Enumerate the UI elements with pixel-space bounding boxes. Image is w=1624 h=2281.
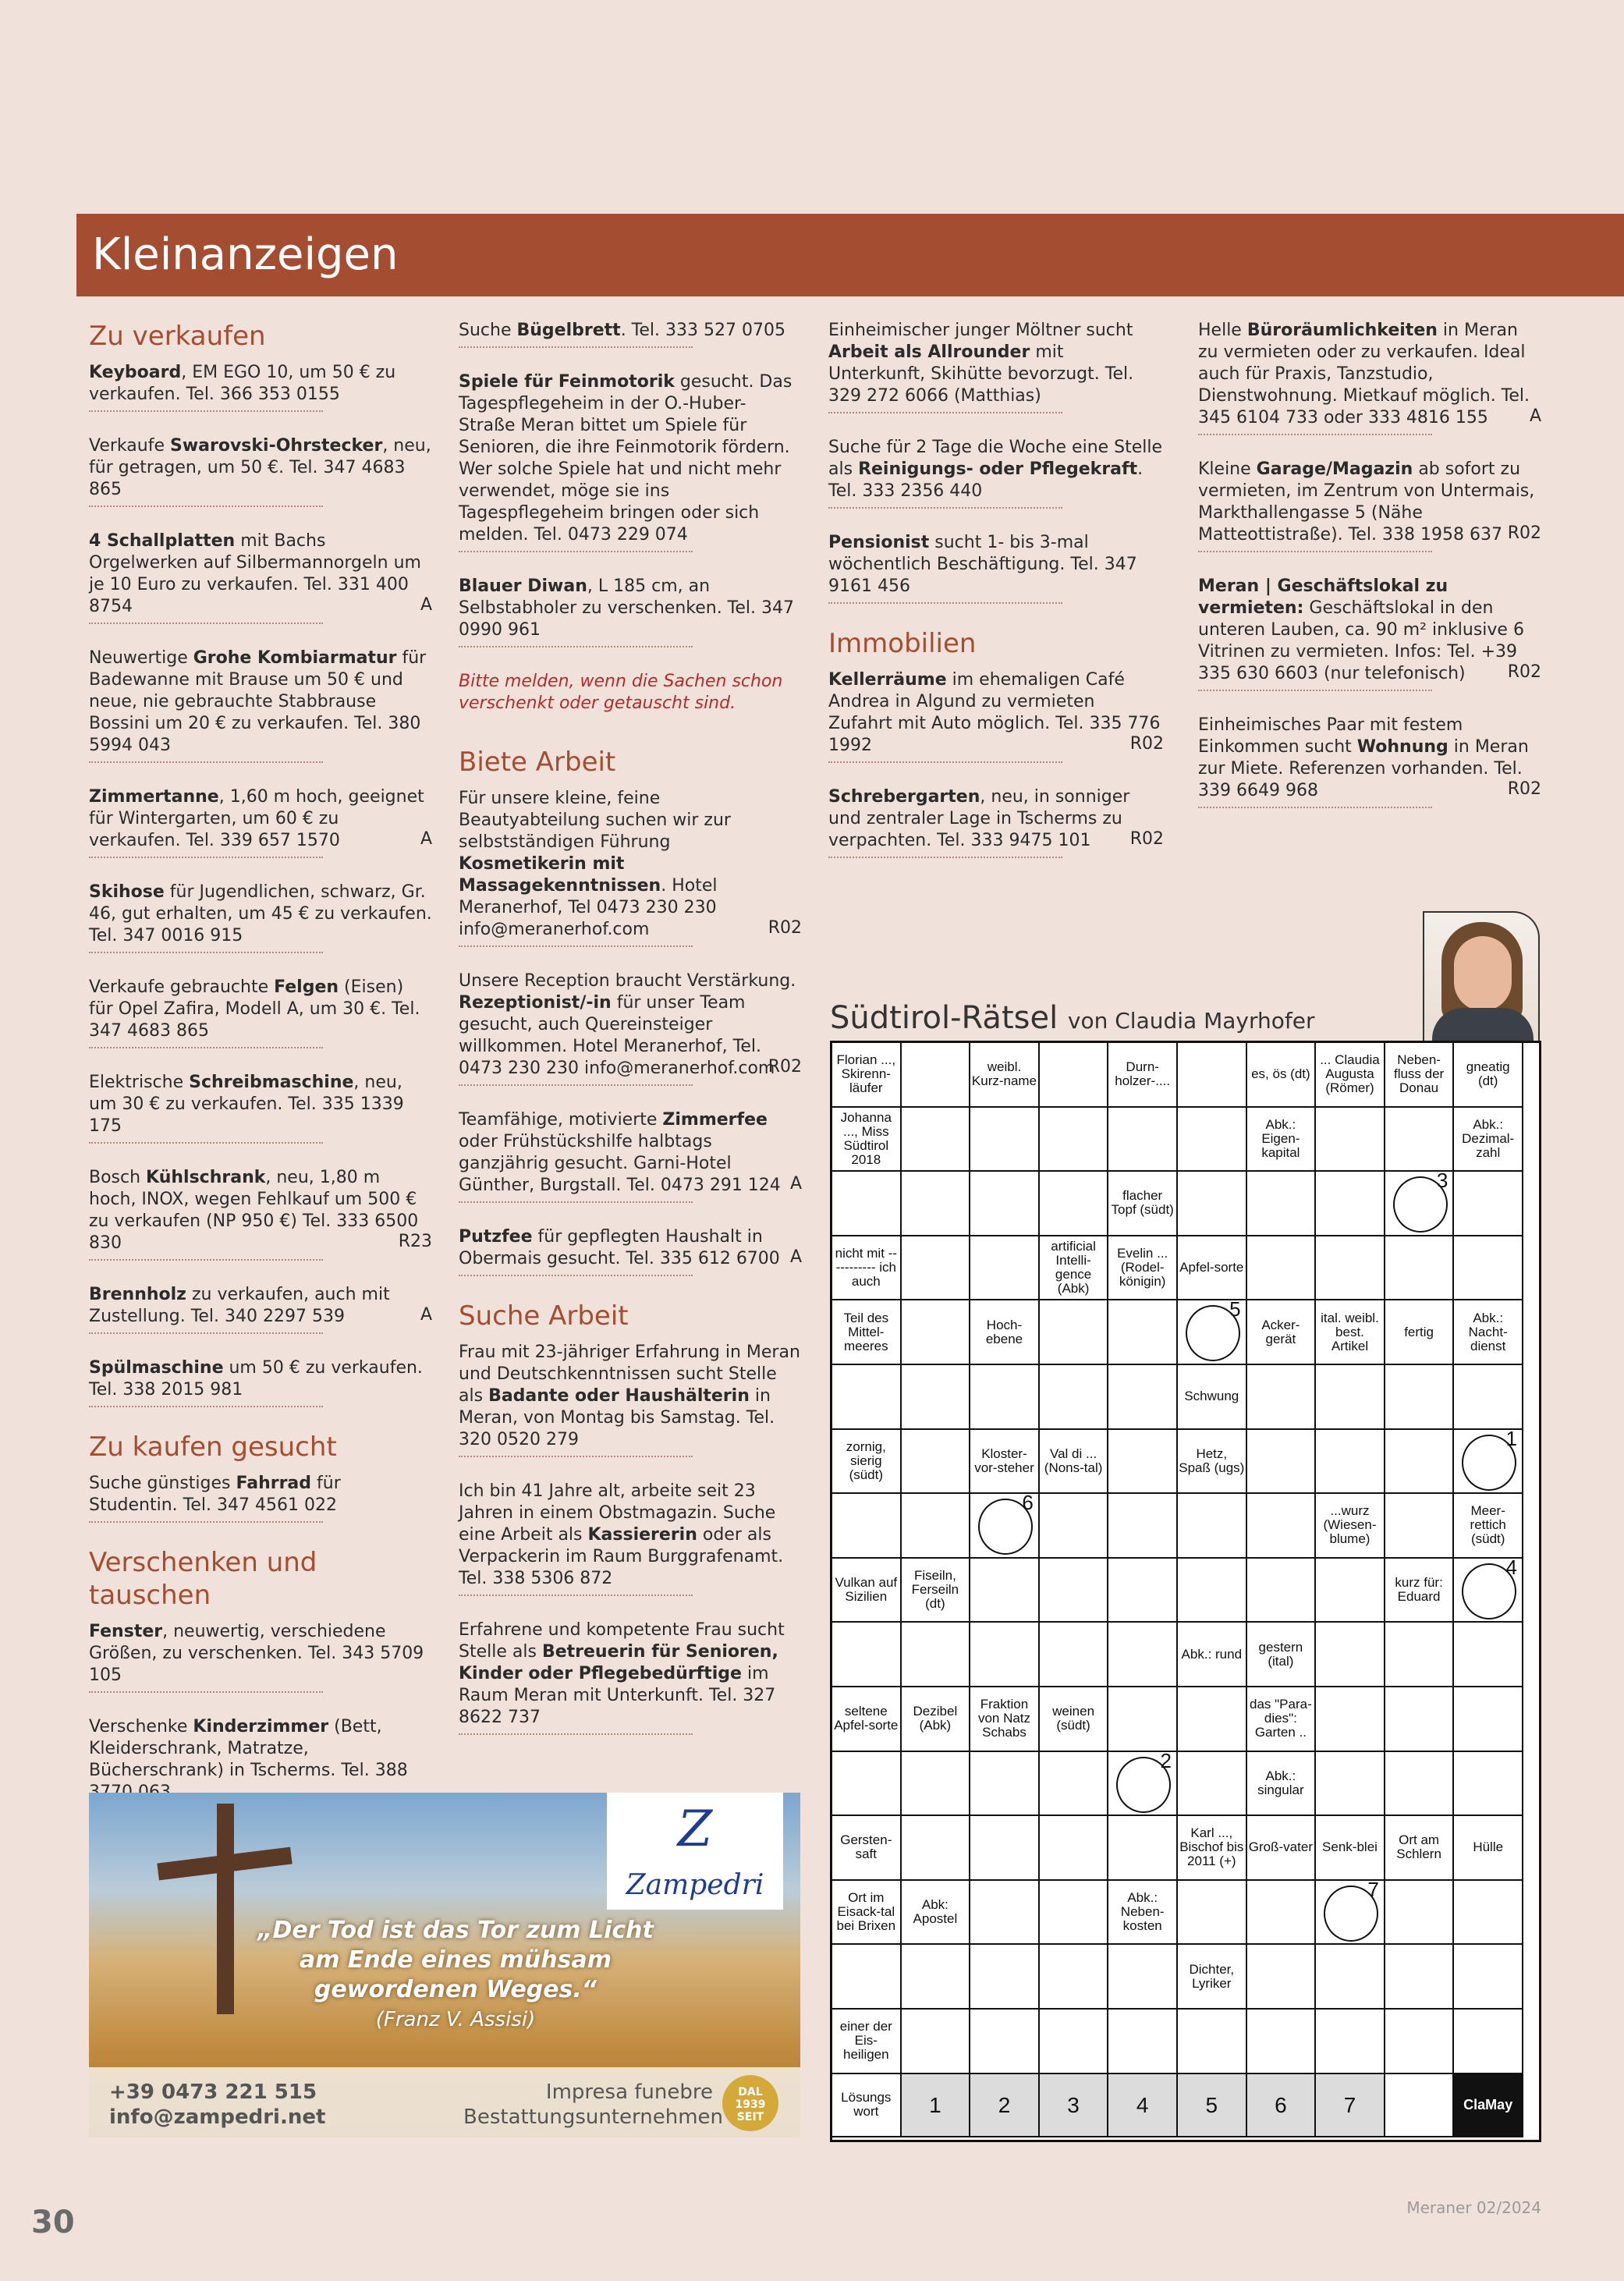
solution-box[interactable]: 3 <box>1040 2074 1109 2137</box>
grid-cell[interactable] <box>1040 1752 1109 1817</box>
grid-cell[interactable] <box>1454 1365 1523 1430</box>
clue-cell: Kloster-vor-steher <box>970 1430 1040 1495</box>
clue-cell: Johanna ..., Miss Südtirol 2018 <box>832 1108 902 1172</box>
clue-cell: Abk.: singular <box>1247 1752 1317 1817</box>
grid-cell[interactable] <box>832 1623 902 1687</box>
heading-biete-arbeit: Biete Arbeit <box>459 747 616 778</box>
clue-cell: seltene Apfel-sorte <box>832 1687 902 1752</box>
grid-cell[interactable] <box>970 1623 1040 1687</box>
ad-code: A <box>420 829 432 849</box>
clue-cell: gestern (ital) <box>1247 1623 1317 1687</box>
grid-cell[interactable] <box>1040 1559 1109 1623</box>
classified-ad: Helle Büroräumlichkeiten in Meran zu vermieten oder zu verkaufen. Ideal auch für Praxis, Tanzstudio, Dienstwohnung. Mietkauf möglich. Tel. 345 6104 733 oder 333 4816 155 A <box>1198 320 1541 435</box>
grid-cell[interactable] <box>902 1816 971 1881</box>
grid-cell[interactable] <box>1178 1687 1247 1752</box>
grid-cell[interactable] <box>1385 1365 1455 1430</box>
grid-cell[interactable] <box>1454 1172 1523 1236</box>
grid-cell[interactable] <box>1385 2074 1455 2137</box>
solution-box[interactable]: 1 <box>902 2074 971 2137</box>
classified-ad: Kleine Garage/Magazin ab sofort zu vermieten, im Zentrum von Untermais, Markthallengasse 5 (Nähe Matteottistraße). Tel. 338 1958 637 R02 <box>1198 459 1541 552</box>
classified-ad: Suche günstiges Fahrrad für Studentin. Tel. 347 4561 022 <box>89 1473 432 1523</box>
classified-ad: Für unsere kleine, feine Beautyabteilung suchen wir zur selbstständigen Führung Kosmetikerin mit Massagekenntnissen. Hotel Meranerhof, Tel 0473 230 230 info@meranerhof.com R02 <box>459 788 802 947</box>
grid-cell[interactable] <box>1178 1881 1247 1946</box>
clue-cell: Hoch-ebene <box>970 1300 1040 1365</box>
heading-kaufen: Zu kaufen gesucht <box>89 1431 337 1463</box>
note-text: Bitte melden, wenn die Sachen schon verschenkt oder getauscht sind. <box>459 672 783 713</box>
clue-cell: Abk.: Eigen-kapital <box>1247 1108 1317 1172</box>
grid-cell[interactable] <box>1108 1300 1178 1365</box>
puzzle-credit: ClaMay <box>1454 2074 1523 2137</box>
classified-ad: Spülmaschine um 50 € zu verkaufen. Tel. 338 2015 981 <box>89 1357 432 1407</box>
classified-ad: Bosch Kühlschrank, neu, 1,80 m hoch, INOX, wegen Fehlkauf um 500 € zu verkaufen (NP 950 €) Tel. 333 6500 830 R23 <box>89 1167 432 1261</box>
funeral-advert <box>89 1793 800 2137</box>
solution-box[interactable]: 6 <box>1247 2074 1317 2137</box>
advert-quote: „Der Tod ist das Tor zum Licht am Ende eines mühsam gewordenen Weges.“ (Franz V. Assisi) <box>257 1917 654 2031</box>
clue-cell: Durn-holzer-.... <box>1108 1043 1178 1108</box>
solution-box[interactable]: 7 <box>1316 2074 1385 2137</box>
classified-ad: Verkaufe gebrauchte Felgen (Eisen) für Opel Zafira, Modell A, um 30 €. Tel. 347 4683 865 <box>89 977 432 1048</box>
grid-cell[interactable] <box>1385 1430 1455 1495</box>
ad-code: R02 <box>1507 779 1541 799</box>
grid-cell[interactable] <box>832 1172 902 1236</box>
grid-cell[interactable] <box>832 1752 902 1817</box>
ad-code: A <box>1529 406 1541 426</box>
clue-cell: Schwung <box>1178 1365 1247 1430</box>
clue-cell: ...wurz (Wiesen-blume) <box>1316 1494 1385 1559</box>
classified-ad: Suche für 2 Tage die Woche eine Stelle als Reinigungs- oder Pflegekraft. Tel. 333 2356 440 <box>828 437 1164 509</box>
clue-cell: Florian ..., Skirenn-läufer <box>832 1043 902 1108</box>
grid-cell[interactable] <box>1316 1752 1385 1817</box>
grid-cell[interactable] <box>970 1881 1040 1946</box>
clue-cell: ital. weibl. best. Artikel <box>1316 1300 1385 1365</box>
grid-cell[interactable] <box>1040 1494 1109 1559</box>
grid-cell[interactable] <box>1247 1494 1317 1559</box>
grid-cell[interactable] <box>1316 1108 1385 1172</box>
grid-cell[interactable] <box>832 1494 902 1559</box>
solution-index: 7 <box>1367 1880 1379 1901</box>
clue-cell: es, ös (dt) <box>1247 1043 1317 1108</box>
clue-cell: Neben-fluss der Donau <box>1385 1043 1455 1108</box>
classified-ad: Keyboard, EM EGO 10, um 50 € zu verkaufen. Tel. 366 353 0155 <box>89 362 432 412</box>
clue-cell: kurz für: Eduard <box>1385 1559 1455 1623</box>
grid-cell[interactable] <box>1108 1430 1178 1495</box>
grid-cell[interactable] <box>1385 1881 1455 1946</box>
solution-index: 5 <box>1229 1300 1241 1321</box>
grid-cell[interactable] <box>1316 1236 1385 1301</box>
grid-cell[interactable] <box>970 1365 1040 1430</box>
heading-immobilien: Immobilien <box>828 628 977 659</box>
clue-cell: Fiseiln, Ferseiln (dt) <box>902 1559 971 1623</box>
grid-cell[interactable] <box>1178 1108 1247 1172</box>
solution-box[interactable]: 4 <box>1108 2074 1178 2137</box>
classified-ad: Brennholz zu verkaufen, auch mit Zustellung. Tel. 340 2297 539 A <box>89 1284 432 1334</box>
heading-verschenken: Verschenken und tauschen <box>89 1547 317 1611</box>
ad-code: A <box>789 1174 802 1194</box>
ad-code: R02 <box>1129 734 1164 754</box>
grid-cell[interactable] <box>1040 1172 1109 1236</box>
grid-cell[interactable] <box>1108 1752 1178 1817</box>
clue-cell: Abk.: rund <box>1178 1623 1247 1687</box>
ad-code: R02 <box>768 918 802 938</box>
grid-cell[interactable] <box>1316 1687 1385 1752</box>
grid-cell[interactable] <box>1040 1623 1109 1687</box>
classified-ad: Skihose für Jugendlichen, schwarz, Gr. 46, gut erhalten, um 45 € zu verkaufen. Tel. 347 0016 915 <box>89 882 432 953</box>
classified-ad: Ich bin 41 Jahre alt, arbeite seit 23 Jahren in einem Obstmagazin. Suche eine Arbeit als Kassiererin oder als Verpackerin im Raum Burggrafenamt. Tel. 338 5306 872 <box>459 1481 802 1596</box>
solution-box[interactable]: 2 <box>970 2074 1040 2137</box>
magazine-issue: Meraner 02/2024 <box>1406 2198 1541 2217</box>
clue-cell: Val di ... (Nons-tal) <box>1040 1430 1109 1495</box>
classified-ad: 4 Schallplatten mit Bachs Orgelwerken auf Silbermannorgeln um je 10 Euro zu verkaufen. Tel. 331 400 8754 A <box>89 530 432 624</box>
grid-cell[interactable] <box>970 1108 1040 1172</box>
grid-cell[interactable] <box>1247 1945 1317 2010</box>
classified-ad: Teamfähige, motivierte Zimmerfee oder Frühstückshilfe halbtags ganzjährig gesucht. Garni-Hotel Günther, Burgstall. Tel. 0473 291 124 A <box>459 1109 802 1203</box>
grid-cell[interactable] <box>1385 1236 1455 1301</box>
classified-ad: Zimmertanne, 1,60 m hoch, geeignet für Wintergarten, um 60 € zu verkaufen. Tel. 339 657 1570 A <box>89 786 432 858</box>
clue-cell: Dezibel (Abk) <box>902 1687 971 1752</box>
grid-cell[interactable] <box>1316 1172 1385 1236</box>
classified-ad: Einheimischer junger Möltner sucht Arbeit als Allrounder mit Unterkunft, Skihütte bevorzugt. Tel. 329 272 6066 (Matthias) <box>828 320 1164 413</box>
classified-ad: Einheimisches Paar mit festem Einkommen sucht Wohnung in Meran zur Miete. Referenzen vorhanden. Tel. 339 6649 968 R02 <box>1198 715 1541 808</box>
grid-cell[interactable] <box>1247 1172 1317 1236</box>
solution-index: 1 <box>1505 1429 1517 1450</box>
classified-ad: Unsere Reception braucht Verstärkung. Rezeptionist/-in für unser Team gesucht, auch Quereinsteiger willkommen. Hotel Meranerhof, Tel. 0473 230 230 info@meranerhof.com R02 <box>459 970 802 1086</box>
grid-cell[interactable] <box>1108 1816 1178 1881</box>
grid-cell[interactable] <box>1108 1365 1178 1430</box>
puzzle-title: Südtirol-Rätsel von Claudia Mayrhofer <box>830 1000 1315 1036</box>
grid-cell[interactable] <box>1108 1623 1178 1687</box>
classified-ad: Verschenke Kinderzimmer (Bett, Kleiderschrank, Matratze, Bücherschrank) in Tscherms. Tel. 388 <box>89 1716 432 1810</box>
grid-cell[interactable] <box>1316 1945 1385 2010</box>
clue-cell: fertig <box>1385 1300 1455 1365</box>
grid-cell[interactable] <box>1316 1365 1385 1430</box>
grid-cell[interactable] <box>1385 1945 1455 2010</box>
grid-cell[interactable] <box>1454 1752 1523 1817</box>
grid-cell[interactable] <box>1385 1172 1455 1236</box>
grid-cell[interactable] <box>1108 1559 1178 1623</box>
grid-cell[interactable] <box>1178 1043 1247 1108</box>
column-2 <box>459 320 802 1758</box>
grid-cell[interactable] <box>1385 1752 1455 1817</box>
column-4 <box>1198 320 1541 832</box>
grid-cell[interactable] <box>1178 1172 1247 1236</box>
grid-cell[interactable] <box>1385 2010 1455 2074</box>
grid-cell[interactable] <box>1178 1300 1247 1365</box>
grid-cell[interactable] <box>902 1172 971 1236</box>
grid-cell[interactable] <box>832 1365 902 1430</box>
clue-cell: Hülle <box>1454 1816 1523 1881</box>
grid-cell[interactable] <box>1178 1559 1247 1623</box>
author-photo <box>1423 911 1540 1042</box>
grid-cell[interactable] <box>1040 1300 1109 1365</box>
cross-icon <box>217 1804 234 2014</box>
grid-cell[interactable] <box>1108 1945 1178 2010</box>
grid-cell[interactable] <box>832 1945 902 2010</box>
clue-cell: Apfel-sorte <box>1178 1236 1247 1301</box>
grid-cell[interactable] <box>902 2010 971 2074</box>
solution-label: Lösungs wort <box>832 2074 902 2137</box>
column-1 <box>89 320 432 1833</box>
grid-cell[interactable] <box>970 1236 1040 1301</box>
grid-cell[interactable] <box>1316 1559 1385 1623</box>
grid-cell[interactable] <box>1247 1430 1317 1495</box>
advert-phone: +39 0473 221 515 <box>109 2081 317 2104</box>
grid-cell[interactable] <box>1178 1752 1247 1817</box>
classified-ad: Suche Bügelbrett. Tel. 333 527 0705 <box>459 320 802 348</box>
classified-ad: Verkaufe Swarovski-Ohrstecker, neu, für getragen, um 50 €. Tel. 347 4683 865 <box>89 435 432 507</box>
puzzle-author: von Claudia Mayrhofer <box>1067 1008 1315 1034</box>
grid-cell[interactable] <box>970 1752 1040 1817</box>
grid-cell[interactable] <box>1454 1559 1523 1623</box>
grid-cell[interactable] <box>1108 1687 1178 1752</box>
grid-cell[interactable] <box>1385 1494 1455 1559</box>
classified-ad: Neuwertige Grohe Kombiarmatur für Badewanne mit Brause um 50 € und neue, nie gebrauchte Stabbrause Bossini um 20 € zu verkaufen. Tel. 380 5994 043 <box>89 647 432 763</box>
clue-cell: Senk-blei <box>1316 1816 1385 1881</box>
grid-cell[interactable] <box>1385 1108 1455 1172</box>
clue-cell: Fraktion von Natz Schabs <box>970 1687 1040 1752</box>
clue-cell: ... Claudia Augusta (Römer) <box>1316 1043 1385 1108</box>
grid-cell[interactable] <box>1454 1430 1523 1495</box>
clue-cell: einer der Eis-heiligen <box>832 2010 902 2074</box>
grid-cell[interactable] <box>902 1430 971 1495</box>
advert-type-de: Bestattungsunternehmen <box>463 2105 724 2129</box>
grid-cell[interactable] <box>1454 1623 1523 1687</box>
grid-cell[interactable] <box>1247 1236 1317 1301</box>
advert-type-it: Impresa funebre <box>545 2081 713 2104</box>
grid-cell[interactable] <box>902 1043 971 1108</box>
zampedri-logo: Z Zampedri <box>607 1793 783 1910</box>
clue-cell: das "Para-dies": Garten .. <box>1247 1687 1317 1752</box>
ad-code: A <box>789 1247 802 1267</box>
solution-index: 3 <box>1436 1172 1448 1193</box>
grid-cell[interactable] <box>1247 1559 1317 1623</box>
clue-cell: Groß-vater <box>1247 1816 1317 1881</box>
grid-cell[interactable] <box>1454 1881 1523 1946</box>
solution-index: 2 <box>1160 1751 1172 1772</box>
column-3 <box>828 320 1164 882</box>
clue-cell: Abk: Apostel <box>902 1881 971 1946</box>
clue-cell: nicht mit ----------- ich auch <box>832 1236 902 1301</box>
grid-cell[interactable] <box>902 1752 971 1817</box>
grid-cell[interactable] <box>1040 1108 1109 1172</box>
heading-suche-arbeit: Suche Arbeit <box>459 1300 629 1332</box>
classified-ad: Kellerräume im ehemaligen Café Andrea in Algund zu vermieten Zufahrt mit Auto möglich. Tel. 335 776 1992 R02 <box>828 669 1164 763</box>
classified-ad: Meran | Geschäftslokal zu vermieten: Geschäftslokal in den unteren Lauben, ca. 90 m² inklusive 6 Vitrinen zu vermieten. Infos: Tel. +39 335 630 6603 (nur telefonisch) R02 <box>1198 576 1541 691</box>
grid-cell[interactable] <box>1316 1430 1385 1495</box>
ad-code: R23 <box>398 1232 432 1251</box>
grid-cell[interactable] <box>1454 2010 1523 2074</box>
grid-cell[interactable] <box>1108 2010 1178 2074</box>
clue-cell: zornig, sierig (südt) <box>832 1430 902 1495</box>
grid-cell[interactable] <box>1316 1623 1385 1687</box>
classified-ad: Blauer Diwan, L 185 cm, an Selbstabholer zu verschenken. Tel. 347 0990 961 <box>459 576 802 647</box>
clue-cell: Ort im Eisack-tal bei Brixen <box>832 1881 902 1946</box>
grid-cell[interactable] <box>1247 2010 1317 2074</box>
page-number: 30 <box>31 2205 75 2240</box>
grid-cell[interactable] <box>1454 1945 1523 2010</box>
advert-contact-bar <box>89 2067 800 2137</box>
section-title: Kleinanzeigen <box>92 229 399 280</box>
clue-cell: Evelin ... (Rodel-königin) <box>1108 1236 1178 1301</box>
classified-ad: Putzfee für gepflegten Haushalt in Obermais gesucht. Tel. 335 612 6700 A <box>459 1226 802 1276</box>
grid-cell[interactable] <box>1454 1687 1523 1752</box>
clue-cell: Dichter, Lyriker <box>1178 1945 1247 2010</box>
grid-cell[interactable] <box>902 1108 971 1172</box>
grid-cell[interactable] <box>1454 1236 1523 1301</box>
grid-cell[interactable] <box>902 1300 971 1365</box>
clue-cell: Hetz, Spaß (ugs) <box>1178 1430 1247 1495</box>
grid-cell[interactable] <box>1247 1365 1317 1430</box>
ad-code: R02 <box>1129 829 1164 849</box>
grid-cell[interactable] <box>1316 1881 1385 1946</box>
clue-cell: artificial Intelli-gence (Abk) <box>1040 1236 1109 1301</box>
ad-code: R02 <box>768 1057 802 1077</box>
clue-cell: gneatig (dt) <box>1454 1043 1523 1108</box>
clue-cell: Teil des Mittel-meeres <box>832 1300 902 1365</box>
grid-cell[interactable] <box>1385 1687 1455 1752</box>
grid-cell[interactable] <box>902 1945 971 2010</box>
ad-code: A <box>420 595 432 615</box>
classified-ad: Frau mit 23-jähriger Erfahrung in Meran und Deutschkenntnissen sucht Stelle als Badante oder Haushälterin in Meran, von Montag bis Samstag. Tel. 320 0520 279 <box>459 1342 802 1457</box>
grid-cell[interactable] <box>1108 1108 1178 1172</box>
classified-ad: Pensionist sucht 1- bis 3-mal wöchentlich Beschäftigung. Tel. 347 9161 456 <box>828 532 1164 604</box>
classified-ad: Erfahrene und kompetente Frau sucht Stelle als Betreuerin für Senioren, Kinder oder Pflegebedürftige im Raum Meran mit Unterkunft. Tel. 327 8622 737 <box>459 1619 802 1735</box>
clue-cell: Ort am Schlern <box>1385 1816 1455 1881</box>
clue-cell: Abk.: Neben-kosten <box>1108 1881 1178 1946</box>
grid-cell[interactable] <box>970 1172 1040 1236</box>
classified-ad: Elektrische Schreibmaschine, neu, um 30 € zu verkaufen. Tel. 335 1339 175 <box>89 1072 432 1144</box>
grid-cell[interactable] <box>1040 2010 1109 2074</box>
grid-cell[interactable] <box>970 1945 1040 2010</box>
grid-cell[interactable] <box>1040 1945 1109 2010</box>
clue-cell: Vulkan auf Sizilien <box>832 1559 902 1623</box>
clue-cell: Abk.: Dezimal-zahl <box>1454 1108 1523 1172</box>
clue-cell: Gersten-saft <box>832 1816 902 1881</box>
ad-code: R02 <box>1507 662 1541 682</box>
clue-cell: weinen (südt) <box>1040 1687 1109 1752</box>
classified-ad: Schrebergarten, neu, in sonniger und zentraler Lage in Tscherms zu verpachten. Tel. 333 9475 101 R02 <box>828 786 1164 858</box>
grid-cell[interactable] <box>1040 1816 1109 1881</box>
solution-box[interactable]: 5 <box>1178 2074 1247 2137</box>
grid-cell[interactable] <box>970 1494 1040 1559</box>
grid-cell[interactable] <box>902 1236 971 1301</box>
ad-code: R02 <box>1507 523 1541 543</box>
clue-cell: Acker-gerät <box>1247 1300 1317 1365</box>
grid-cell[interactable] <box>970 2010 1040 2074</box>
solution-index: 4 <box>1505 1558 1517 1579</box>
clue-cell: Karl ..., Bischof bis 2011 (+) <box>1178 1816 1247 1881</box>
section-banner <box>76 214 1624 296</box>
advert-email: info@zampedri.net <box>109 2105 326 2129</box>
clue-cell: Abk.: Nacht-dienst <box>1454 1300 1523 1365</box>
classified-ad: Fenster, neuwertig, verschiedene Größen, zu verschenken. Tel. 343 5709 105 <box>89 1621 432 1693</box>
grid-cell[interactable] <box>1385 1623 1455 1687</box>
grid-cell[interactable] <box>1178 1494 1247 1559</box>
clue-cell: weibl. Kurz-name <box>970 1043 1040 1108</box>
grid-cell[interactable] <box>902 1365 971 1430</box>
grid-cell[interactable] <box>902 1623 971 1687</box>
since-seal: DAL 1939 SEIT <box>722 2075 778 2131</box>
grid-cell[interactable] <box>1316 2010 1385 2074</box>
grid-cell[interactable] <box>970 1816 1040 1881</box>
clue-cell: Meer-rettich (südt) <box>1454 1494 1523 1559</box>
classified-ad: Spiele für Feinmotorik gesucht. Das Tagespflegeheim in der O.-Huber-Straße Meran bittet um Spiele für Senioren, die ihre Feinmotorik fördern. Wer solche Spiele hat und nicht mehr verwendet, möge sie ins Tagespflegeheim bringen oder sich melden. Tel. 0473 229 074 <box>459 371 802 552</box>
crossword-grid <box>830 1041 1541 2142</box>
heading-verkaufen: Zu verkaufen <box>89 321 266 352</box>
grid-cell[interactable] <box>1108 1494 1178 1559</box>
grid-cell[interactable] <box>1040 1043 1109 1108</box>
grid-cell[interactable] <box>1178 2010 1247 2074</box>
grid-cell[interactable] <box>902 1494 971 1559</box>
grid-cell[interactable] <box>1247 1881 1317 1946</box>
grid-cell[interactable] <box>1040 1881 1109 1946</box>
clue-cell: flacher Topf (südt) <box>1108 1172 1178 1236</box>
solution-index: 6 <box>1022 1494 1034 1515</box>
grid-cell[interactable] <box>970 1559 1040 1623</box>
grid-cell[interactable] <box>1040 1365 1109 1430</box>
ad-code: A <box>420 1305 432 1325</box>
